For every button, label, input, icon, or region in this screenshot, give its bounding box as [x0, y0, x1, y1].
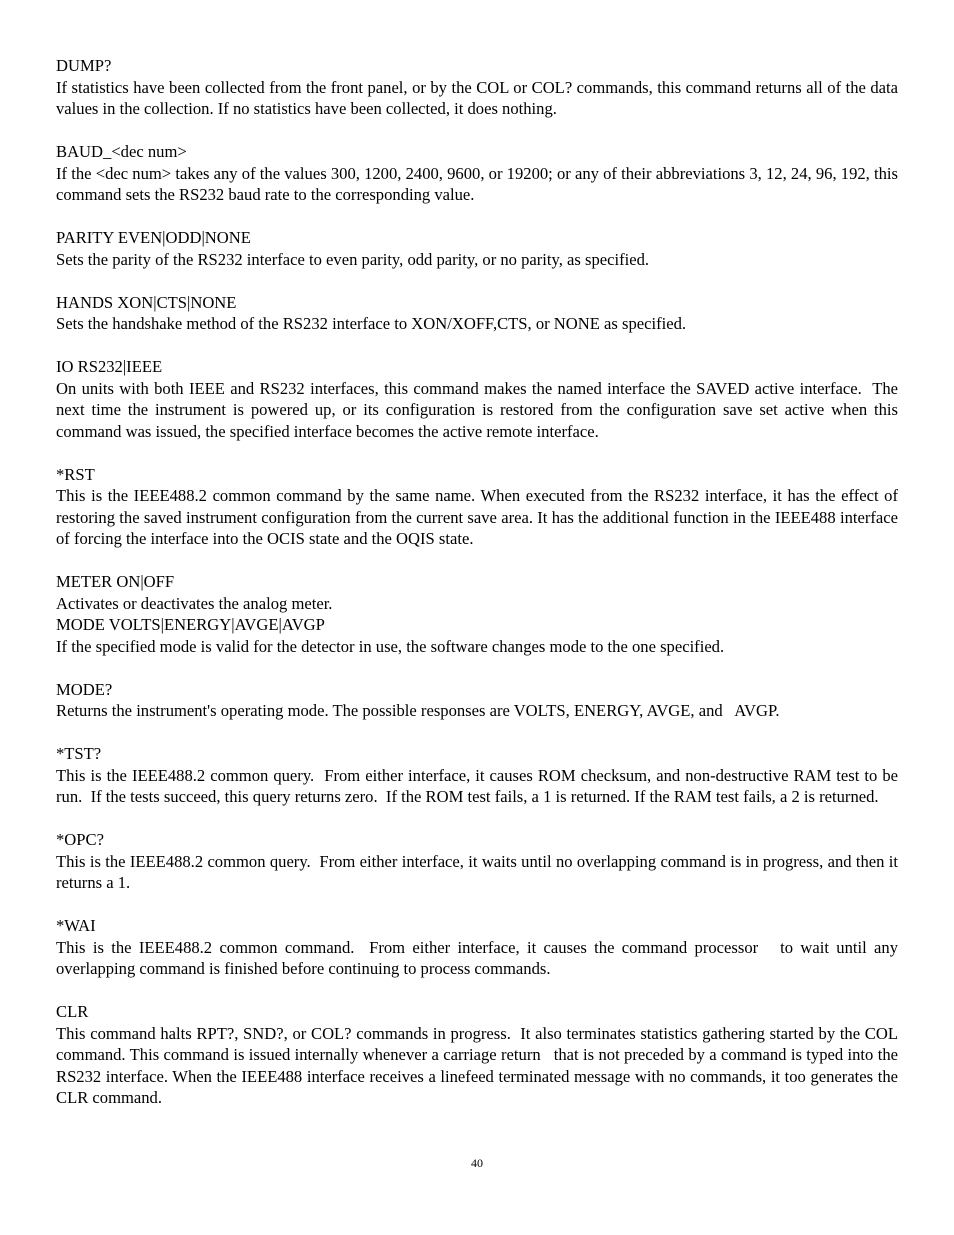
- command-description: Activates or deactivates the analog meter.: [56, 593, 333, 613]
- command-entry-opc: [56, 829, 903, 894]
- command-name: METER ON|OFF: [56, 572, 175, 591]
- command-description: This command halts RPT?, SND?, or COL? commands in progress. It also terminates statistics gathering started by the COL command. This command is issued internally whenever a carriage return that is not preceded by a command is typed into the RS232 interface. When the IEEE488 interface receives a linefeed terminated message with no commands, it too generates the CLR command.: [56, 1023, 903, 1107]
- command-name: MODE?: [56, 679, 113, 699]
- command-description: This is the IEEE488.2 common query. From either interface, it waits until no overlapping command is in progress, and then it returns a 1.: [56, 851, 903, 892]
- command-entry-mode: [56, 614, 898, 657]
- command-description: If the specified mode is valid for the detector in use, the software changes mode to the one specified.: [56, 636, 725, 656]
- command-name: *TST?: [56, 744, 102, 763]
- command-description: Sets the parity of the RS232 interface to even parity, odd parity, or no parity, as specified.: [56, 249, 650, 269]
- command-description: On units with both IEEE and RS232 interfaces, this command makes the named interface the SAVED active interface. The next time the instrument is powered up, or its configuration is restored from the configuration save set active when this command was issued, the specified interface becomes the active remote interface.: [56, 378, 903, 441]
- command-entry-parity: [56, 227, 898, 270]
- command-description: If statistics have been collected from the front panel, or by the COL or COL? commands, this command returns all of the data values in the collection. If no statistics have been collected, it does nothing.: [56, 77, 903, 118]
- command-name: IO RS232|IEEE: [56, 357, 163, 376]
- document-body: [56, 55, 903, 1109]
- command-entry-clr: [56, 1001, 903, 1109]
- command-description: This is the IEEE488.2 common query. From either interface, it causes ROM checksum, and non-destructive RAM test to be run. If the tests succeed, this query returns zero. If the ROM test fails, a 1 is returned. If the RAM test fails, a 2 is returned.: [56, 765, 903, 806]
- command-entry-hands: [56, 292, 898, 335]
- command-description: If the <dec num> takes any of the values 300, 1200, 2400, 9600, or 19200; or any of their abbreviations 3, 12, 24, 96, 192, this command sets the RS232 baud rate to the corresponding value.: [56, 163, 903, 204]
- command-description: This is the IEEE488.2 common command by the same name. When executed from the RS232 interface, it has the effect of restoring the saved instrument configuration from the current save area. It has the additional function in the IEEE488 interface of forcing the interface into the OCIS state and the OQIS state.: [56, 486, 903, 548]
- command-name: CLR: [56, 1002, 89, 1021]
- command-entry-mode-query: [56, 679, 898, 722]
- command-entry-dump: [56, 55, 903, 120]
- command-name: MODE VOLTS|ENERGY|AVGE|AVGP: [56, 615, 325, 634]
- command-entry-wai: [56, 915, 903, 980]
- command-entry-tst: [56, 743, 903, 808]
- command-name: *OPC?: [56, 830, 104, 849]
- command-description: This is the IEEE488.2 common command. From either interface, it causes the command processor to wait until any overlapping command is finished before continuing to process commands.: [56, 937, 903, 978]
- command-name: BAUD_<dec num>: [56, 142, 187, 161]
- command-description: Sets the handshake method of the RS232 interface to XON/XOFF,CTS, or NONE as specified.: [56, 314, 687, 333]
- command-name: *WAI: [56, 916, 96, 935]
- command-entry-rst: [56, 464, 903, 550]
- command-name: HANDS XON|CTS|NONE: [56, 292, 237, 312]
- command-name: *RST: [56, 464, 95, 484]
- command-entry-baud: [56, 141, 903, 206]
- command-entry-io: [56, 356, 903, 442]
- command-name: PARITY EVEN|ODD|NONE: [56, 228, 251, 247]
- command-name: DUMP?: [56, 56, 112, 75]
- command-description: Returns the instrument's operating mode. The possible responses are VOLTS, ENERGY, AVGE, and AVGP.: [56, 701, 780, 720]
- command-entry-meter: [56, 571, 898, 614]
- page-number: 40: [471, 1156, 483, 1170]
